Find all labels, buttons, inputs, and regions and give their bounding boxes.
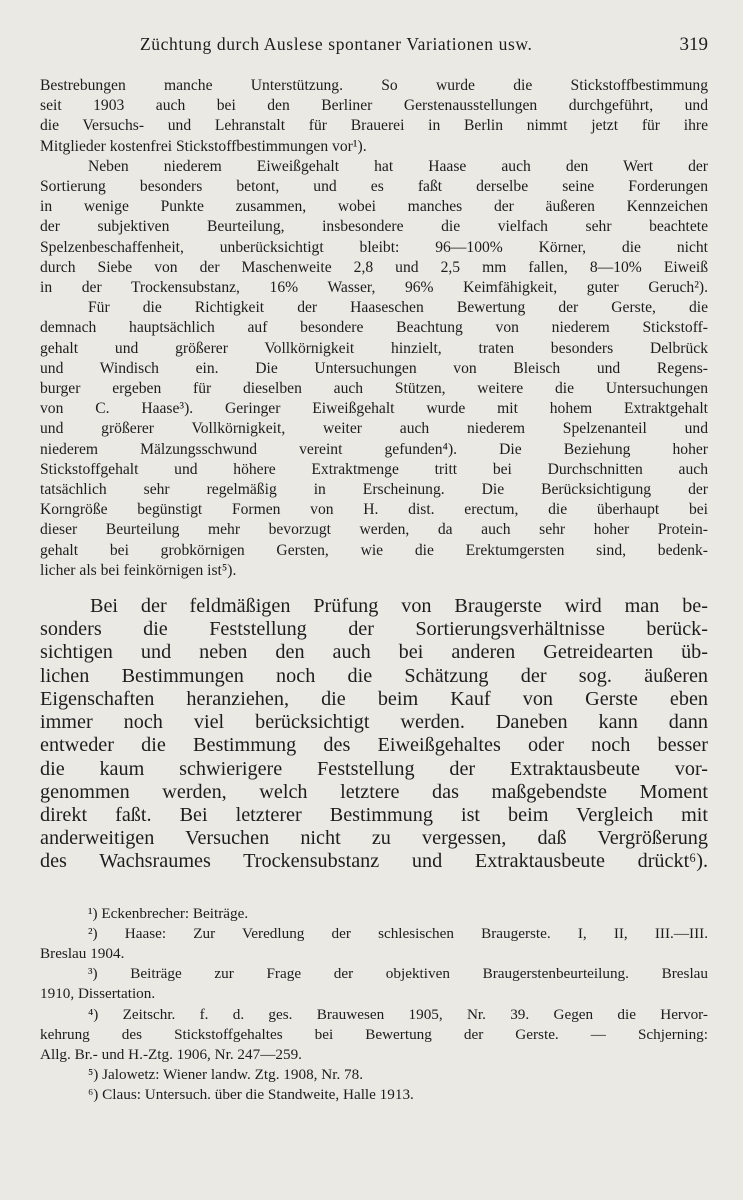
text-line: Neben niederem Eiweißgehalt hat Haase auch den Wert der (88, 157, 708, 175)
text-line: Für die Richtigkeit der Haaseschen Bewertung der Gerste, die (88, 299, 708, 317)
text-line: seit 1903 auch bei den Berliner Gerstenausstellungen durchgeführt, und (40, 97, 708, 115)
text-line: Sortierung besonders betont, und es faßt derselbe seine Forderungen (40, 178, 708, 196)
paragraph-3 (40, 298, 708, 581)
footnote-4 (40, 1005, 708, 1066)
text-line: sichtigen und neben den auch bei anderen Getreidearten üb- (40, 641, 708, 664)
text-line: gehalt bei grobkörnigen Gersten, wie die Erektumgersten sind, bedenk- (40, 541, 708, 559)
text-line: in der Trockensubstanz, 16% Wasser, 96% Keimfähigkeit, guter Geruch²). (40, 279, 708, 297)
text-line: und größerer Vollkörnigkeit, weiter auch niederem Spelzenanteil und (40, 420, 708, 438)
text-line: dieser Beurteilung mehr bevorzugt werden, da auch sehr hoher Protein- (40, 521, 708, 539)
running-title: Züchtung durch Auslese spontaner Variationen usw. (140, 34, 533, 54)
text-line: in wenige Punkte zusammen, wobei manches der äußeren Kennzeichen (40, 198, 708, 216)
footnote-line: ²) Haase: Zur Veredlung der schlesischen Braugerste. I, II, III.—III. (88, 924, 708, 942)
footnote-line: kehrung des Stickstoffgehaltes bei Bewertung der Gerste. — Schjerning: (40, 1025, 708, 1043)
footnotes (40, 904, 708, 1106)
text-line: gehalt und größerer Vollkörnigkeit hinzielt, traten besonders Delbrück (40, 339, 708, 357)
footnote-line: ⁵) Jalowetz: Wiener landw. Ztg. 1908, Nr. 78. (88, 1066, 364, 1084)
text-line: immer noch viel berücksichtigt werden. Daneben kann dann (40, 711, 708, 734)
text-line: Mitglieder kostenfrei Stickstoffbestimmungen vor¹). (40, 137, 367, 155)
text-line: demnach hauptsächlich auf besondere Beachtung von niederem Stickstoff- (40, 319, 708, 337)
text-line: sonders die Feststellung der Sortierungsverhältnisse berück- (40, 618, 708, 641)
footnote-2 (40, 924, 708, 964)
text-line: Korngröße begünstigt Formen von H. dist. erectum, die überhaupt bei (40, 501, 708, 519)
text-line: Bestrebungen manche Unterstützung. So wurde die Stickstoffbestimmung (40, 77, 708, 94)
text-line: die Versuchs- und Lehranstalt für Brauerei in Berlin nimmt jetzt für ihre (40, 117, 708, 135)
text-line: durch Siebe von der Maschenweite 2,8 und 2,5 mm fallen, 8—10% Eiweiß (40, 258, 708, 276)
footnote-line: Allg. Br.- und H.-Ztg. 1906, Nr. 247—259. (40, 1045, 302, 1063)
footnote-line: ¹) Eckenbrecher: Beiträge. (88, 904, 249, 922)
text-line: entweder die Bestimmung des Eiweißgehaltes oder noch besser (40, 734, 708, 757)
text-line: lichen Bestimmungen noch die Schätzung der sog. äußeren (40, 664, 708, 687)
text-line: des Wachsraumes Trockensubstanz und Extraktausbeute drückt⁶). (40, 850, 708, 873)
text-line: direkt faßt. Bei letzterer Bestimmung ist beim Vergleich mit (40, 803, 708, 826)
page-header (40, 34, 708, 58)
text-line: licher als bei feinkörnigen ist⁵). (40, 561, 237, 579)
text-line: der subjektiven Beurteilung, insbesondere die vielfach sehr beachtete (40, 218, 708, 236)
paragraph-4-large (40, 595, 708, 873)
text-line: genommen werden, welch letztere das maßgebendste Moment (40, 780, 708, 803)
text-line: Eigenschaften heranziehen, die beim Kauf von Gerste eben (40, 687, 708, 710)
footnote-line: ⁴) Zeitschr. f. d. ges. Brauwesen 1905, Nr. 39. Gegen die Hervor- (88, 1005, 708, 1023)
text-line: von C. Haase³). Geringer Eiweißgehalt wurde mit hohem Extraktgehalt (40, 400, 708, 418)
footnote-6 (40, 1085, 708, 1105)
text-line: tatsächlich sehr regelmäßig in Erscheinung. Die Berücksichtigung der (40, 481, 708, 499)
footnote-1 (40, 904, 708, 924)
footnote-line: 1910, Dissertation. (40, 985, 156, 1003)
text-line: Bei der feldmäßigen Prüfung von Braugerste wird man be- (90, 595, 708, 618)
text-line: die kaum schwierigere Feststellung der Extraktausbeute vor- (40, 757, 708, 780)
text-line: burger ergeben für dieselben auch Stützen, weitere die Untersuchungen (40, 380, 708, 398)
paragraph-2 (40, 157, 708, 298)
paragraph-1 (40, 76, 708, 157)
footnote-line: ⁶) Claus: Untersuch. über die Standweite, Halle 1913. (88, 1086, 414, 1104)
text-line: und Windisch ein. Die Untersuchungen von Bleisch und Regens- (40, 359, 708, 377)
text-line: Spelzenbeschaffenheit, unberücksichtigt bleibt: 96—100% Körner, die nicht (40, 238, 708, 256)
page-number: 319 (679, 34, 708, 55)
text-line: anderweitigen Versuchen nicht zu vergessen, daß Vergrößerung (40, 827, 708, 850)
footnote-5 (40, 1065, 708, 1085)
footnote-line: ³) Beiträge zur Frage der objektiven Braugerstenbeurteilung. Breslau (88, 965, 708, 983)
footnote-3 (40, 964, 708, 1004)
text-line: Stickstoffgehalt und höhere Extraktmenge tritt bei Durchschnitten auch (40, 460, 708, 478)
footnote-line: Breslau 1904. (40, 944, 125, 962)
text-line: niederem Mälzungsschwund vereint gefunden⁴). Die Beziehung hoher (40, 440, 708, 458)
page-body (40, 76, 708, 1106)
